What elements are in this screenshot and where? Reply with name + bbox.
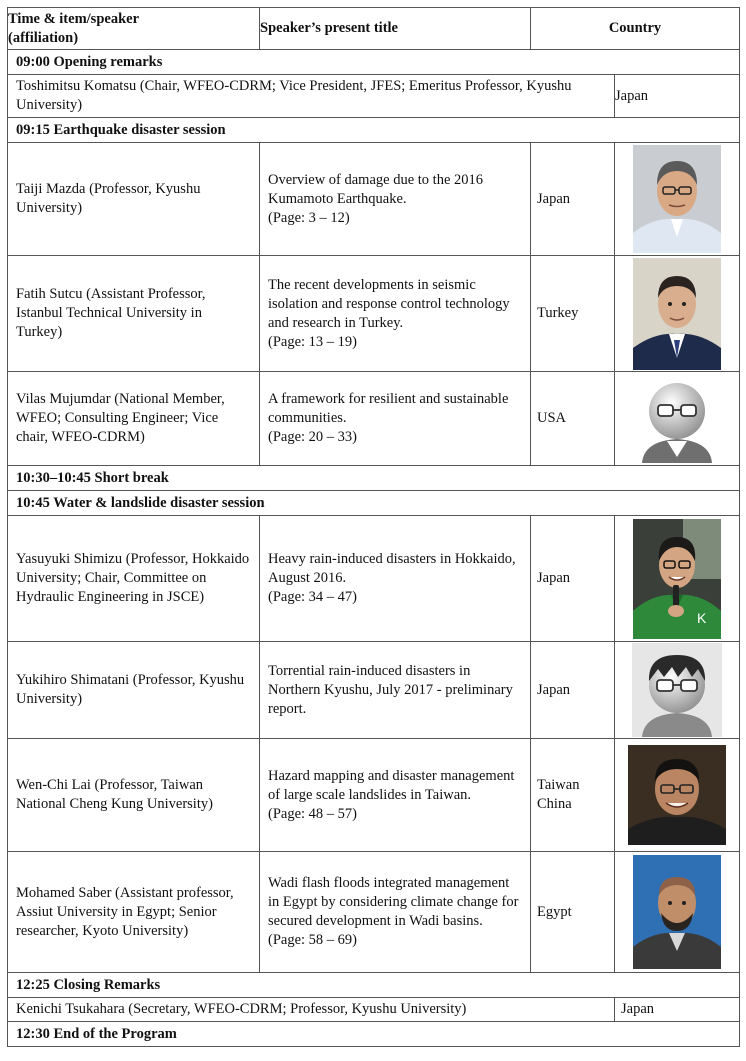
speaker-affiliation: Taiji Mazda (Professor, Kyushu University) [8, 143, 260, 256]
talk-pages: (Page: 20 – 33) [268, 429, 357, 445]
country: Japan [615, 75, 740, 118]
speaker-photo [615, 143, 740, 256]
country: Japan [531, 642, 615, 739]
table-row [8, 516, 740, 642]
speaker-photo-icon [633, 855, 721, 969]
speaker-affiliation: Toshimitsu Komatsu (Chair, WFEO-CDRM; Vice President, JFES; Emeritus Professor, Kyushu University) [8, 75, 615, 118]
speaker-photo [615, 256, 740, 372]
talk-title-text: Wadi flash floods integrated management in Egypt by considering climate change for secured development in Wadi basins. (Page: 58 – 69) [268, 875, 519, 948]
section-end: 12:30 End of the Program [8, 1022, 740, 1047]
talk-pages: (Page: 13 – 19) [268, 333, 357, 350]
talk-pages: (Page: 34 – 47) [268, 589, 357, 605]
header-time-speaker [8, 8, 260, 50]
section-row [8, 118, 740, 143]
talk-title [260, 642, 531, 739]
country: Egypt [531, 852, 615, 973]
header-affiliation-label: (affiliation) [8, 29, 79, 46]
talk-title [260, 739, 531, 852]
speaker-photo [615, 852, 740, 973]
talk-pages: (Page: 48 – 57) [268, 805, 357, 822]
talk-title [260, 143, 531, 256]
table-row [8, 143, 740, 256]
talk-title-text: A framework for resilient and sustainable communities. [268, 391, 509, 426]
section-break: 10:30–10:45 Short break [8, 466, 740, 491]
speaker-photo-icon [633, 258, 721, 370]
talk-title-text: Heavy rain-induced disasters in Hokkaido, August 2016. [268, 551, 516, 586]
table-row [8, 256, 740, 372]
talk-pages: (Page: 3 – 12) [268, 209, 350, 226]
avatar-placeholder [615, 372, 740, 466]
talk-title [260, 516, 531, 642]
speaker-photo [615, 739, 740, 852]
section-row [8, 491, 740, 516]
section-row [8, 50, 740, 75]
country: Japan [531, 516, 615, 642]
speaker-affiliation: Mohamed Saber (Assistant professor, Assiut University in Egypt; Senior researcher, Kyoto University) [8, 852, 260, 973]
speaker-photo-icon [628, 745, 726, 845]
avatar-placeholder-icon [634, 375, 720, 463]
svg-text:K: K [697, 609, 707, 626]
header-title: Speaker’s present title [260, 8, 531, 50]
speaker-affiliation: Yasuyuki Shimizu (Professor, Hokkaido University; Chair, Committee on Hydraulic Engineering in JSCE) [8, 516, 260, 642]
speaker-affiliation: Fatih Sutcu (Assistant Professor, Istanbul Technical University in Turkey) [8, 256, 260, 372]
country: USA [531, 372, 615, 466]
table-row [8, 998, 740, 1022]
avatar-placeholder [615, 642, 740, 739]
speaker-photo [615, 516, 740, 642]
table-row [8, 642, 740, 739]
country: Turkey [531, 256, 615, 372]
talk-title [260, 256, 531, 372]
country: Japan [531, 143, 615, 256]
speaker-photo-icon [633, 145, 721, 253]
section-earthquake: 09:15 Earthquake disaster session [8, 118, 740, 143]
speaker-affiliation: Wen-Chi Lai (Professor, Taiwan National Cheng Kung University) [8, 739, 260, 852]
speaker-affiliation: Yukihiro Shimatani (Professor, Kyushu University) [8, 642, 260, 739]
section-row [8, 1022, 740, 1047]
talk-title [260, 372, 531, 466]
header-row [8, 8, 740, 50]
program-table [7, 7, 740, 1047]
talk-title [260, 852, 531, 973]
table-row [8, 739, 740, 852]
section-row [8, 466, 740, 491]
section-opening: 09:00 Opening remarks [8, 50, 740, 75]
country-line: Taiwan [537, 777, 580, 793]
talk-title-text: The recent developments in seismic isolation and response control technology and research in Turkey. [268, 276, 510, 331]
header-time-label: Time & item/speaker [8, 10, 140, 27]
section-row [8, 973, 740, 998]
table-row [8, 372, 740, 466]
table-row [8, 852, 740, 973]
avatar-placeholder-icon [632, 643, 722, 737]
speaker-photo-icon [633, 519, 721, 639]
header-country: Country [531, 8, 740, 50]
talk-title-text: Overview of damage due to the 2016 Kumamoto Earthquake. [268, 171, 484, 207]
speaker-affiliation: Vilas Mujumdar (National Member, WFEO; Consulting Engineer; Vice chair, WFEO-CDRM) [8, 372, 260, 466]
country [531, 739, 615, 852]
speaker-affiliation: Kenichi Tsukahara (Secretary, WFEO-CDRM; Professor, Kyushu University) [8, 998, 615, 1022]
talk-title-text: Torrential rain-induced disasters in Northern Kyushu, July 2017 - preliminary report. [268, 662, 513, 717]
talk-title-text: Hazard mapping and disaster management of large scale landslides in Taiwan. [268, 767, 515, 803]
section-closing: 12:25 Closing Remarks [8, 973, 740, 998]
country: Japan [615, 998, 740, 1022]
country-line: China [537, 796, 572, 812]
section-water: 10:45 Water & landslide disaster session [8, 491, 740, 516]
table-row [8, 75, 740, 118]
